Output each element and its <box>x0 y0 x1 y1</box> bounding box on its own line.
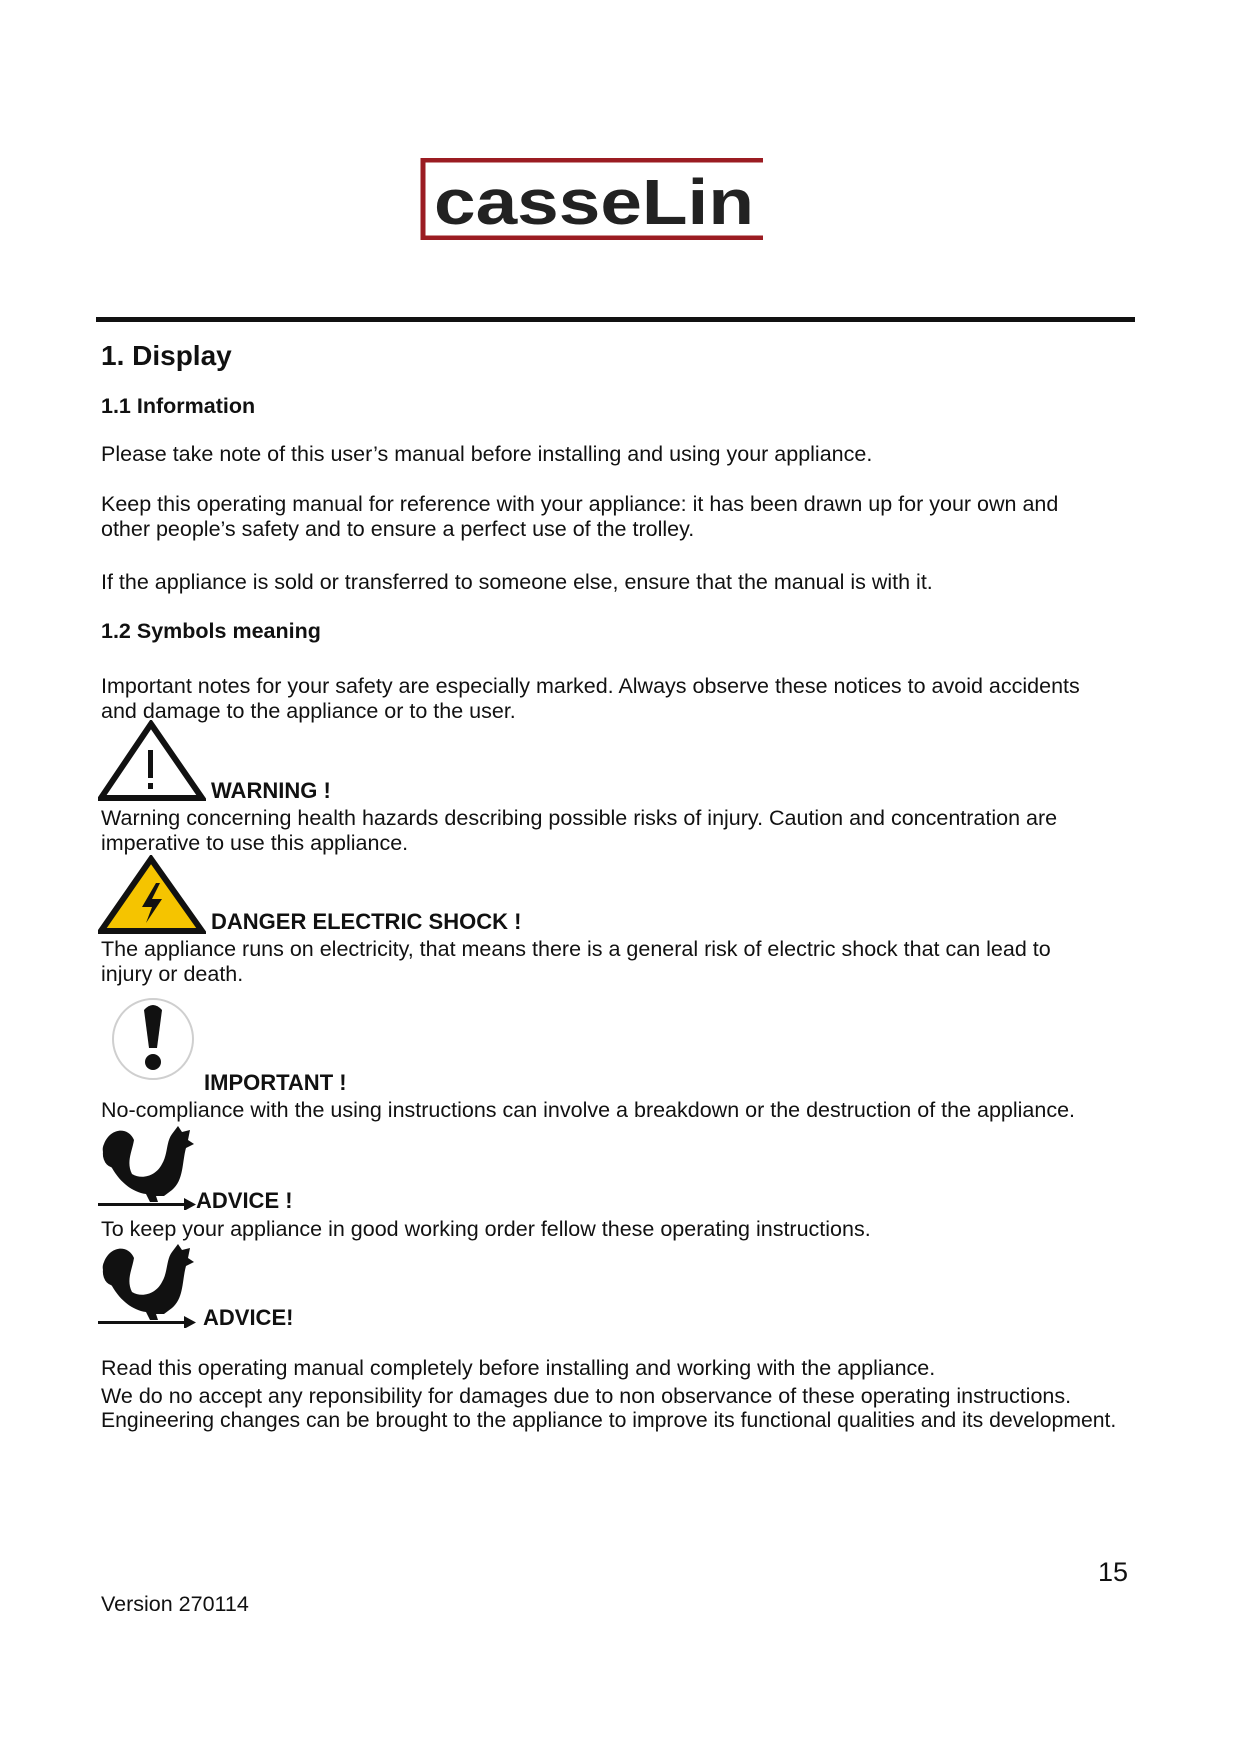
version-label: Version 270114 <box>101 1592 249 1616</box>
warning-text-line-2: imperative to use this appliance. <box>101 831 409 855</box>
info-paragraph-3: If the appliance is sold or transferred to someone else, ensure that the manual is with it. <box>101 570 933 594</box>
symbols-intro-line-2: and damage to the appliance or to the user. <box>101 699 516 723</box>
information-heading: 1.1 Information <box>101 394 256 418</box>
symbols-intro-line-1: Important notes for your safety are especially marked. Always observe these notices to avoid accidents <box>101 674 1080 698</box>
danger-text-line-1: The appliance runs on electricity, that means there is a general risk of electric shock that can lead to <box>101 937 1051 961</box>
important-text: No-compliance with the using instructions can involve a breakdown or the destruction of the appliance. <box>101 1098 1076 1122</box>
svg-text:casseLin: casseLin <box>434 166 754 238</box>
info-paragraph-2-line-1: Keep this operating manual for reference with your appliance: it has been drawn up for your own and <box>101 492 1059 516</box>
advice-text-2-line-1: Read this operating manual completely before installing and working with the appliance. <box>101 1356 936 1380</box>
advice-text-1: To keep your appliance in good working order fellow these operating instructions. <box>101 1217 871 1241</box>
info-paragraph-2-line-2: other people’s safety and to ensure a perfect use of the trolley. <box>101 517 695 541</box>
info-paragraph-1: Please take note of this user’s manual before installing and using your appliance. <box>101 442 873 466</box>
advice-label-2: ADVICE! <box>203 1305 294 1330</box>
symbols-heading: 1.2 Symbols meaning <box>101 619 321 643</box>
warning-triangle-icon <box>98 720 206 802</box>
casselin-logo <box>420 158 765 240</box>
page-number: 15 <box>1098 1557 1129 1587</box>
advice-label-1: ADVICE ! <box>196 1188 293 1213</box>
rooster-icon <box>98 1122 196 1210</box>
section-title: 1. Display <box>101 340 232 371</box>
electric-shock-icon <box>98 855 206 935</box>
danger-text-line-2: injury or death. <box>101 962 244 986</box>
exclamation-circle-icon <box>110 996 196 1082</box>
rooster-icon <box>98 1240 196 1328</box>
warning-label: WARNING ! <box>211 778 331 803</box>
advice-text-2-line-3: Engineering changes can be brought to the appliance to improve its functional qualities and its development. <box>101 1409 1117 1432</box>
important-label: IMPORTANT ! <box>204 1070 347 1095</box>
advice-text-2-line-2: We do no accept any reponsibility for damages due to non observance of these operating instructions. <box>101 1384 1072 1408</box>
danger-label: DANGER ELECTRIC SHOCK ! <box>211 909 522 934</box>
header-divider <box>96 317 1135 322</box>
warning-text-line-1: Warning concerning health hazards describing possible risks of injury. Caution and concentration are <box>101 806 1058 830</box>
